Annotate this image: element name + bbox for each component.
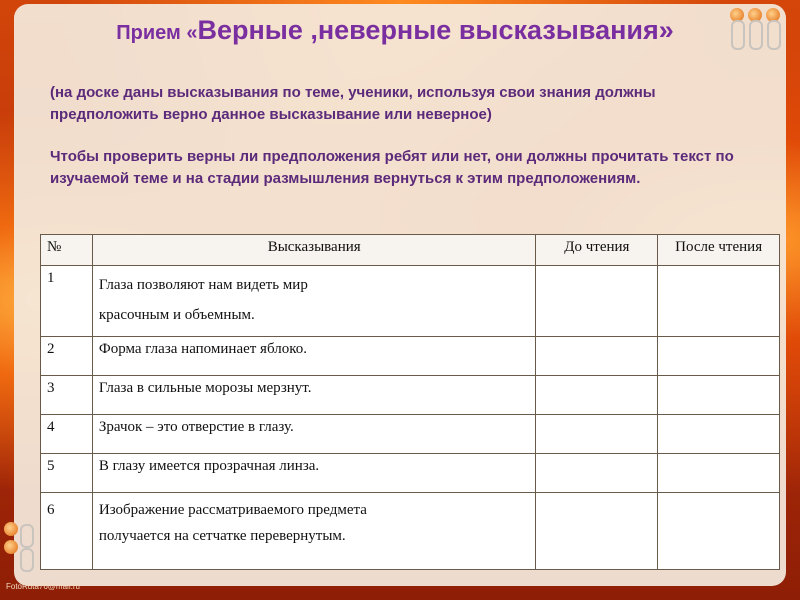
table-row xyxy=(41,415,780,454)
before-reading-cell[interactable] xyxy=(536,415,658,454)
row-statement: В глазу имеется прозрачная линза. xyxy=(92,454,536,493)
after-reading-cell[interactable] xyxy=(658,337,780,376)
pin-icon xyxy=(4,540,18,554)
row-number: 4 xyxy=(41,415,93,454)
before-reading-cell[interactable] xyxy=(536,266,658,337)
table-row xyxy=(41,454,780,493)
paperclip-icon xyxy=(20,548,34,572)
header-number: № xyxy=(41,235,93,266)
header-after-reading: После чтения xyxy=(658,235,780,266)
row-statement: Глаза в сильные морозы мерзнут. xyxy=(92,376,536,415)
statements-table xyxy=(40,234,780,570)
row-number: 1 xyxy=(41,266,93,337)
row-number: 2 xyxy=(41,337,93,376)
statement-line: Изображение рассматриваемого предмета xyxy=(98,502,367,518)
before-reading-cell[interactable] xyxy=(536,493,658,570)
intro-paragraph: (на доске даны высказывания по теме, ученики, используя свои знания должны предположить верно данное высказывание или неверное) xyxy=(50,84,656,123)
table-row xyxy=(41,337,780,376)
row-number: 3 xyxy=(41,376,93,415)
row-statement xyxy=(92,493,536,570)
row-statement: Форма глаза напоминает яблоко. xyxy=(92,337,536,376)
before-reading-cell[interactable] xyxy=(536,337,658,376)
table-row xyxy=(41,376,780,415)
row-number: 6 xyxy=(41,493,93,570)
before-reading-cell[interactable] xyxy=(536,376,658,415)
table-row xyxy=(41,493,780,570)
title-main: Верные ,неверные высказывания» xyxy=(197,15,674,45)
paperclip-icon xyxy=(767,20,781,50)
row-statement: Зрачок – это отверстие в глазу. xyxy=(92,415,536,454)
header-statements: Высказывания xyxy=(92,235,536,266)
watermark: FotoRuta76@mail.ru xyxy=(6,582,80,591)
table-header-row xyxy=(41,235,780,266)
slide-title xyxy=(0,10,790,55)
title-prefix: Прием « xyxy=(116,22,198,44)
header-before-reading: До чтения xyxy=(536,235,658,266)
after-reading-cell[interactable] xyxy=(658,415,780,454)
paperclip-icon xyxy=(749,20,763,50)
after-reading-cell[interactable] xyxy=(658,493,780,570)
pin-icon xyxy=(4,522,18,536)
after-reading-cell[interactable] xyxy=(658,266,780,337)
after-reading-cell[interactable] xyxy=(658,454,780,493)
table-row xyxy=(41,266,780,337)
before-reading-cell[interactable] xyxy=(536,454,658,493)
paperclip-icon xyxy=(731,20,745,50)
row-number: 5 xyxy=(41,454,93,493)
statement-line: получается на сетчатке перевернутым. xyxy=(98,528,346,544)
row-statement xyxy=(92,266,536,337)
statement-line: Глаза позволяют нам видеть мир xyxy=(98,277,308,293)
statement-line: красочным и объемным. xyxy=(98,307,255,323)
instruction-paragraph: Чтобы проверить верны ли предположения ребят или нет, они должны прочитать текст по изучаемой теме и на стадии размышления вернуться к этим предположениям. xyxy=(50,148,734,187)
paperclip-icon xyxy=(20,524,34,548)
after-reading-cell[interactable] xyxy=(658,376,780,415)
